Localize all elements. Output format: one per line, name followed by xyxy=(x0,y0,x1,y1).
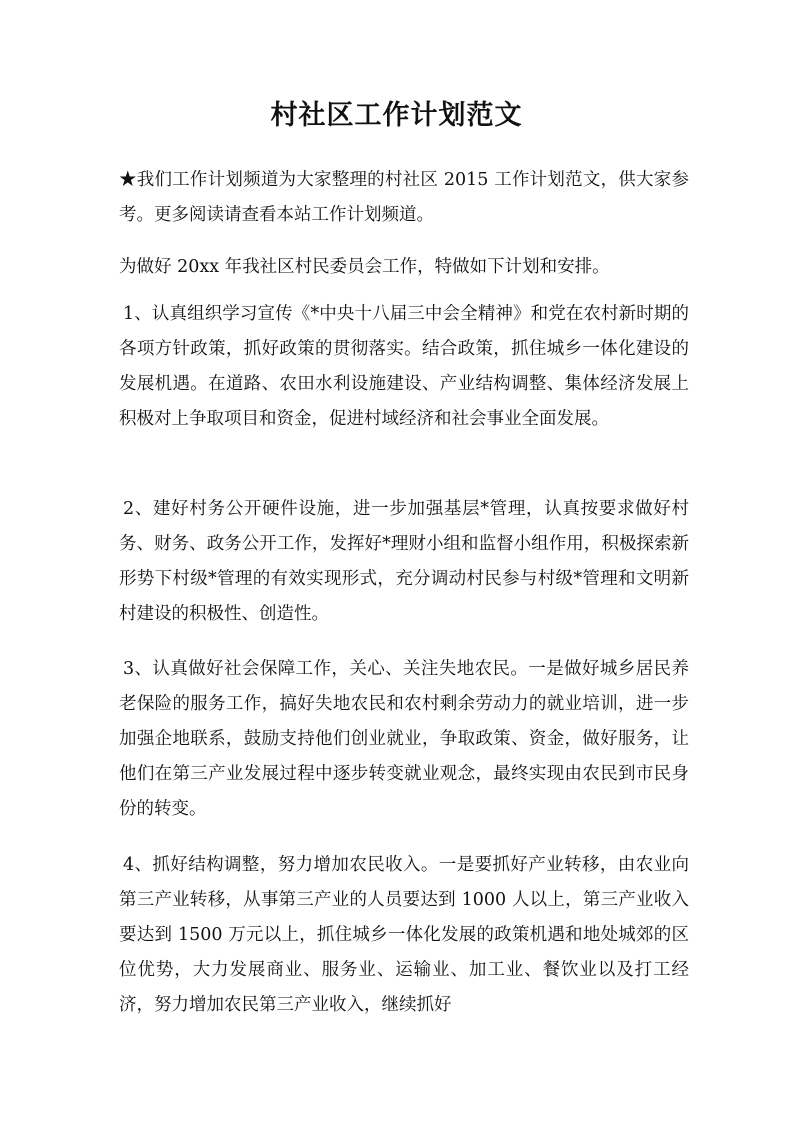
plan-paragraph: 为做好 20xx 年我社区村民委员会工作，特做如下计划和安排。 xyxy=(119,257,610,277)
intro-paragraph: ★我们工作计划频道为大家整理的村社区 2015 工作计划范文，供大家参考。更多阅读请查看本站工作计划频道。 xyxy=(119,170,689,225)
item-1-paragraph: 1、认真组织学习宣传《*中央十八届三中会全精神》和党在农村新时期的各项方针政策，抓好政策的贯彻落实。结合政策，抓住城乡一体化建设的发展机遇。在道路、农田水利设施建设、产业结构调整、集体经济发展上积极对上争取项目和资金，促进村域经济和社会事业全面发展。 xyxy=(119,304,689,429)
item-4-paragraph: 4、抓好结构调整，努力增加农民收入。一是要抓好产业转移，由农业向第三产业转移，从事第三产业的人员要达到 1000 人以上，第三产业收入要达到 1500 万元以上，抓住城乡一体化发展的政策机遇和地处城郊的区位优势，大力发展商业、服务业、运输业、加工业、餐饮业以及打工经济，努力增加农民第三产业收入，继续抓好 xyxy=(119,855,689,1015)
page-title: 村社区工作计划范文 xyxy=(270,100,523,131)
item-3-paragraph: 3、认真做好社会保障工作，关心、关注失地农民。一是做好城乡居民养老保险的服务工作，搞好失地农民和农村剩余劳动力的就业培训，进一步加强企地联系，鼓励支持他们创业就业，争取政策、资金，做好服务，让他们在第三产业发展过程中逐步转变就业观念，最终实现由农民到市民身份的转变。 xyxy=(119,659,689,819)
item-2-paragraph: 2、建好村务公开硬件设施，进一步加强基层*管理，认真按要求做好村务、财务、政务公开工作，发挥好*理财小组和监督小组作用，积极探索新形势下村级*管理的有效实现形式，充分调动村民参与村级*管理和文明新村建设的积极性、创造性。 xyxy=(119,499,689,624)
